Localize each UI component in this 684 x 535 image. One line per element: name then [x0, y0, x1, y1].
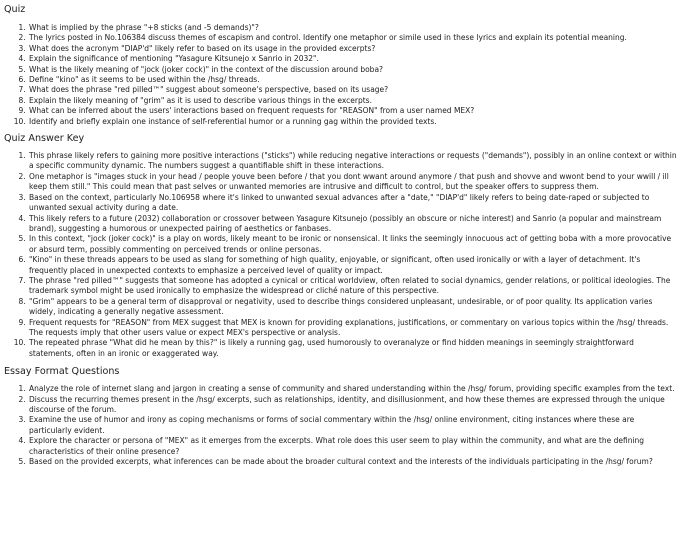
- quiz-heading: Quiz: [4, 4, 26, 15]
- quiz-item: 9. What can be inferred about the users' interactions based on frequent requests for "REASON" from a user named MEX?: [28, 106, 678, 116]
- quiz-list: [4, 23, 678, 127]
- answer-item: 9. Frequent requests for "REASON" from MEX suggest that MEX is known for providing explanations, justifications, or commentary on various topics within the /hsg/ threads. The requests imply that other users value or expect MEX's perspective or analysis.: [28, 318, 678, 339]
- answer-key-list: [4, 151, 678, 359]
- answer-item: 6. "Kino" in these threads appears to be used as slang for something of high quality, enjoyable, or significant, often used ironically or with a layer of detachment. It's frequently placed in unexpected contexts to emphasize a perceived level of quality or impact.: [28, 255, 678, 276]
- essay-item: 4. Explore the character or persona of "MEX" as it emerges from the excerpts. What role does this user seem to play within the community, and what are the defining characteristics of their online presence?: [28, 436, 678, 457]
- answer-item: 3. Based on the context, particularly No.106958 where it's linked to unwanted sexual advances after a "date," "DIAP'd" likely refers to being date-raped or subjected to unwanted sexual activity during a date.: [28, 193, 678, 214]
- essay-item: 1. Analyze the role of internet slang and jargon in creating a sense of community and shared understanding within the /hsg/ forum, providing specific examples from the text.: [28, 384, 678, 394]
- quiz-item: 3. What does the acronym "DIAP'd" likely refer to based on its usage in the provided excerpts?: [28, 44, 678, 54]
- quiz-item: 4. Explain the significance of mentioning "Yasagure Kitsunejo x Sanrio in 2032".: [28, 54, 678, 64]
- essay-item: 5. Based on the provided excerpts, what inferences can be made about the broader cultural context and the interests of the individuals participating in the /hsg/ forum?: [28, 457, 678, 467]
- answer-item: 8. "Grim" appears to be a general term of disapproval or negativity, used to describe things considered unpleasant, undesirable, or of poor quality. Its application varies widely, indicating a generally negative assessment.: [28, 297, 678, 318]
- answer-item: 1. This phrase likely refers to gaining more positive interactions ("sticks") while reducing negative interactions or requests ("demands"), possibly in an online context or within a specific community dynamic. The numbers suggest a quantifiable shift in these interactions.: [28, 151, 678, 172]
- quiz-item: 7. What does the phrase "red pilled™" suggest about someone's perspective, based on its usage?: [28, 85, 678, 95]
- essay-item: 3. Examine the use of humor and irony as coping mechanisms or forms of social commentary within the /hsg/ online environment, citing instances where these are particularly evident.: [28, 415, 678, 436]
- answer-item: 7. The phrase "red pilled™" suggests that someone has adopted a cynical or critical worldview, often related to social dynamics, gender relations, or political ideologies. The trademark symbol might be used ironically to emphasize the widespread or cliché nature of this perspective.: [28, 276, 678, 297]
- quiz-item: 2. The lyrics posted in No.106384 discuss themes of escapism and control. Identify one metaphor or simile used in these lyrics and explain its potential meaning.: [28, 33, 678, 43]
- answer-item: 10. The repeated phrase "What did he mean by this?" is likely a running gag, used humorously to overanalyze or find hidden meanings in seemingly straightforward statements, often in an ironic or exaggerated way.: [28, 338, 678, 359]
- quiz-item: 1. What is implied by the phrase "+8 sticks (and -5 demands)"?: [28, 23, 678, 33]
- document: [0, 4, 684, 467]
- essay-heading: Essay Format Questions: [4, 366, 120, 378]
- quiz-item: 6. Define "kino" as it seems to be used within the /hsg/ threads.: [28, 75, 678, 85]
- answer-item: 4. This likely refers to a future (2032) collaboration or crossover between Yasagure Kitsunejo (possibly an obscure or niche interest) and Sanrio (a popular and mainstream brand), suggesting a humorous or unexpected pairing of aesthetics or fanbases.: [28, 214, 678, 235]
- essay-list: [4, 384, 678, 467]
- answer-key-heading: Quiz Answer Key: [4, 133, 85, 145]
- answer-item: 5. In this context, "jock (joker cock)" is a play on words, likely meant to be ironic or nonsensical. It links the seemingly innocuous act of getting boba with a more provocative or absurd term, possibly commenting on perceived trends or online personas.: [28, 234, 678, 255]
- quiz-item: 10. Identify and briefly explain one instance of self-referential humor or a running gag within the provided texts.: [28, 117, 678, 127]
- answer-item: 2. One metaphor is "images stuck in your head / people youve been before / that you dont wwant around anymore / that push and shovve and wwont bend to your wwill / ill keep them still." This could mean that past selves or unwanted memories are intrusive and difficult to control, but the speaker offers to suppress them.: [28, 172, 678, 193]
- quiz-item: 8. Explain the likely meaning of "grim" as it is used to describe various things in the excerpts.: [28, 96, 678, 106]
- quiz-item: 5. What is the likely meaning of "jock (joker cock)" in the context of the discussion around boba?: [28, 65, 678, 75]
- essay-item: 2. Discuss the recurring themes present in the /hsg/ excerpts, such as relationships, identity, and disillusionment, and how these themes are expressed through the unique discourse of the forum.: [28, 395, 678, 416]
